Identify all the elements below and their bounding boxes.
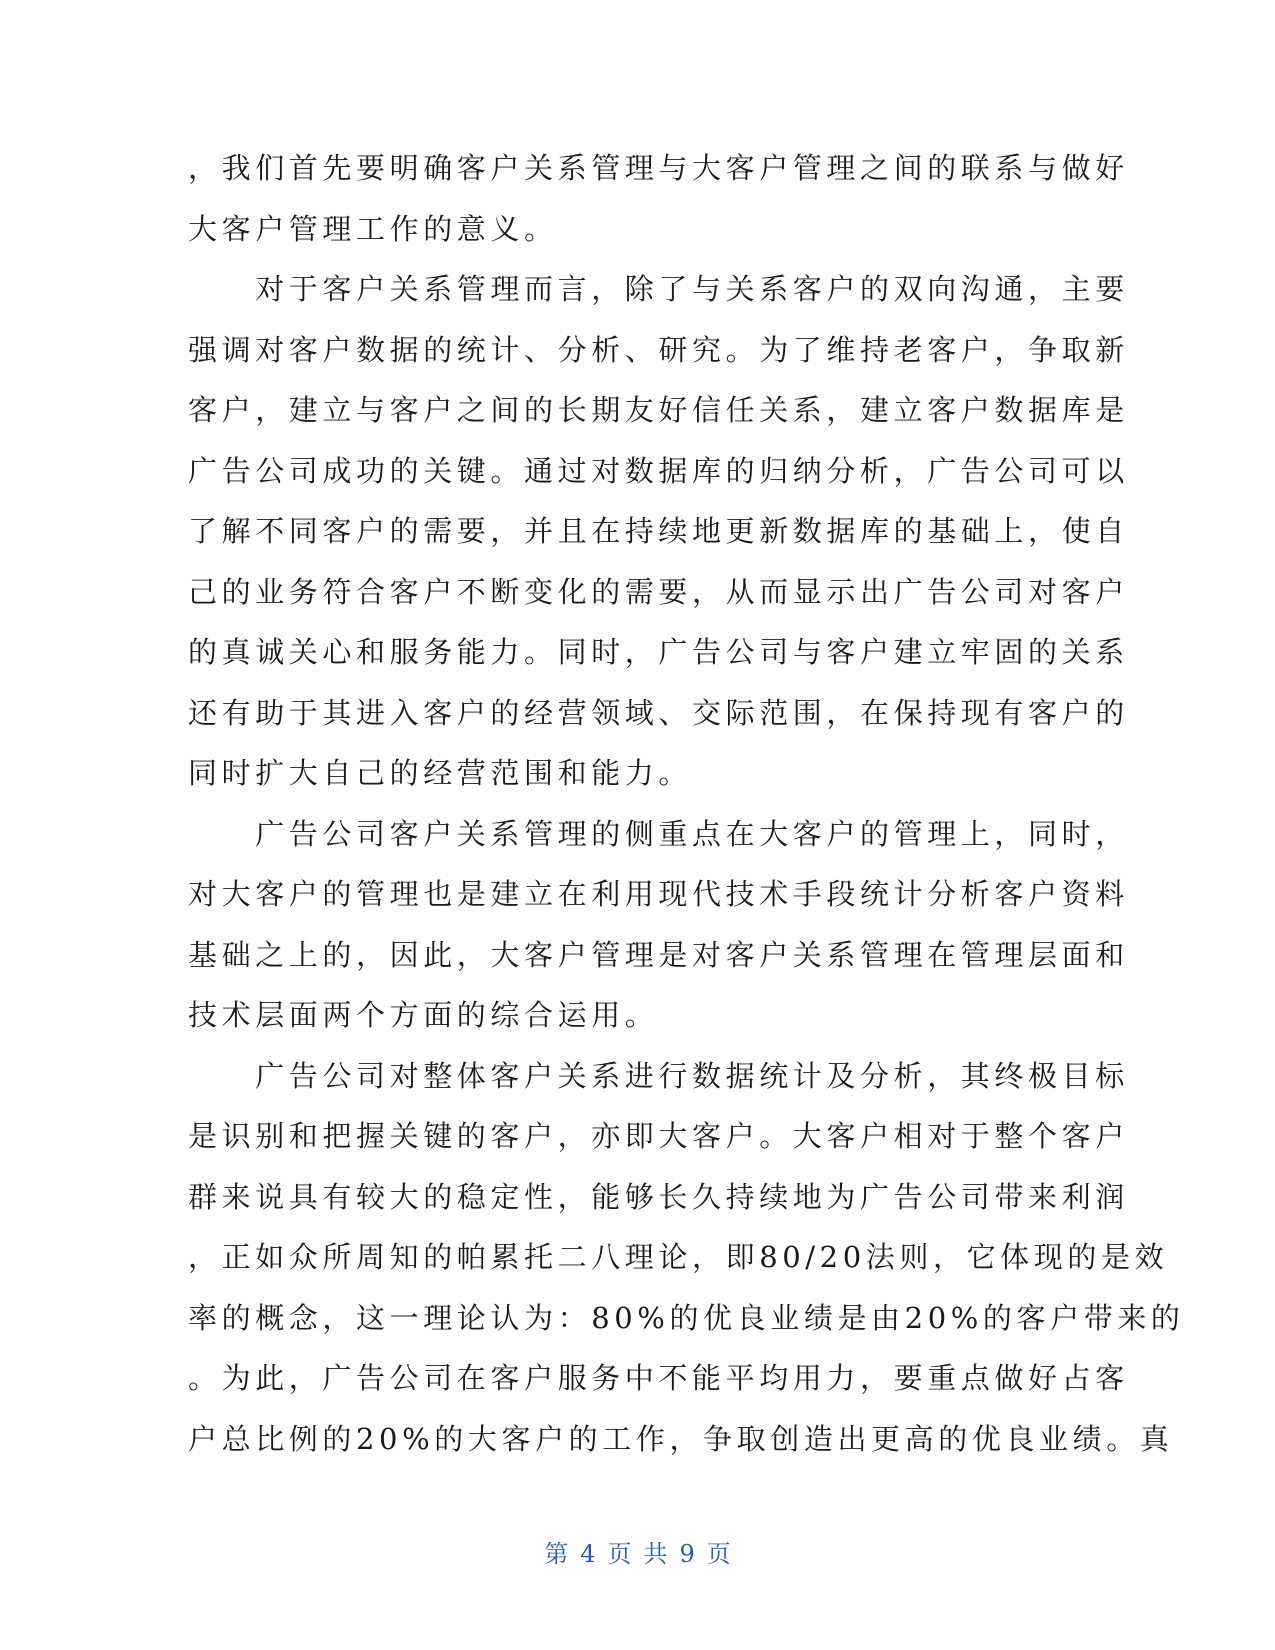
text-line: 率的概念，这一理论认为：80%的优良业绩是由20%的客户带来的 bbox=[188, 1300, 1185, 1335]
text-line: 客户，建立与客户之间的长期友好信任关系，建立客户数据库是 bbox=[188, 393, 1129, 427]
text-line: 技术层面两个方面的综合运用。 bbox=[188, 998, 659, 1032]
text-line: 基础之上的，因此，大客户管理是对客户关系管理在管理层面和 bbox=[188, 937, 1129, 972]
page-footer bbox=[0, 1534, 1275, 1569]
text-line: 还有助于其进入客户的经营领域、交际范围，在保持现有客户的 bbox=[188, 695, 1129, 730]
text-line: 己的业务符合客户不断变化的需要，从而显示出广告公司对客户 bbox=[188, 574, 1129, 609]
page-label-prefix: 第 bbox=[544, 1540, 569, 1568]
total-pages: 9 bbox=[679, 1540, 695, 1568]
text-line: 群来说具有较大的稳定性，能够长久持续地为广告公司带来利润 bbox=[188, 1179, 1129, 1214]
total-suffix: 页 bbox=[706, 1540, 731, 1568]
text-line: ，正如众所周知的帕累托二八理论，即80/20法则，它体现的是效 bbox=[188, 1240, 1169, 1274]
text-line: 。为此，广告公司在客户服务中不能平均用力，要重点做好占客 bbox=[188, 1361, 1129, 1395]
text-line: 大客户管理工作的意义。 bbox=[188, 211, 558, 246]
text-line: 是识别和把握关键的客户，亦即大客户。大客户相对于整个客户 bbox=[188, 1119, 1129, 1153]
page-number: 4 bbox=[580, 1540, 596, 1568]
text-line: 的真诚关心和服务能力。同时，广告公司与客户建立牢固的关系 bbox=[188, 635, 1129, 669]
text-line: 对大客户的管理也是建立在利用现代技术手段统计分析客户资料 bbox=[188, 877, 1129, 911]
text-line: 广告公司客户关系管理的侧重点在大客户的管理上，同时， bbox=[188, 816, 1129, 851]
text-line: 强调对客户数据的统计、分析、研究。为了维持老客户，争取新 bbox=[188, 332, 1129, 367]
text-line: 同时扩大自己的经营范围和能力。 bbox=[188, 756, 693, 790]
text-line: 广告公司成功的关键。通过对数据库的归纳分析，广告公司可以 bbox=[188, 453, 1129, 488]
total-prefix: 共 bbox=[643, 1540, 668, 1568]
text-line: 广告公司对整体客户关系进行数据统计及分析，其终极目标 bbox=[188, 1058, 1129, 1093]
text-line: ，我们首先要明确客户关系管理与大客户管理之间的联系与做好 bbox=[188, 151, 1129, 185]
document-body bbox=[188, 138, 1185, 1469]
text-line: 户总比例的20%的大客户的工作，争取创造出更高的优良业绩。真 bbox=[188, 1421, 1174, 1456]
text-line: 了解不同客户的需要，并且在持续地更新数据库的基础上，使自 bbox=[188, 514, 1129, 548]
text-line: 对于客户关系管理而言，除了与关系客户的双向沟通，主要 bbox=[188, 272, 1129, 306]
page-label-mid: 页 bbox=[607, 1540, 632, 1568]
